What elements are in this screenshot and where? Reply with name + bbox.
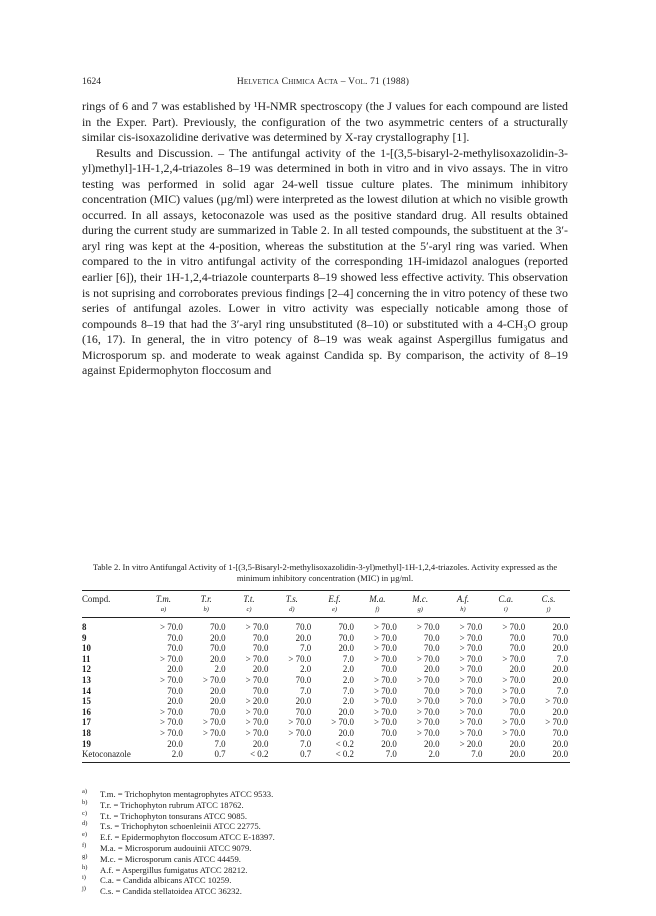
mic-value-cell: 20.0 bbox=[252, 738, 269, 749]
table-row bbox=[82, 618, 570, 633]
table-row bbox=[82, 686, 570, 697]
mic-value-cell: > 70.0 bbox=[374, 653, 397, 664]
compound-cell: 16 bbox=[82, 706, 91, 717]
mic-value-cell: > 70.0 bbox=[245, 727, 269, 738]
mic-value-cell: 70.0 bbox=[509, 643, 526, 654]
footnote-marker: g) bbox=[82, 852, 88, 860]
mic-value-cell: 20.0 bbox=[552, 622, 568, 632]
table-row bbox=[82, 654, 570, 665]
footnote-marker: e) bbox=[82, 831, 88, 839]
mic-value-cell: 70.0 bbox=[295, 622, 312, 632]
mic-value-cell: > 70.0 bbox=[374, 717, 397, 728]
mic-value-cell: 70.0 bbox=[167, 643, 183, 654]
column-header: T.t. bbox=[228, 591, 271, 606]
table-row bbox=[82, 749, 570, 762]
mic-value-cell: 2.0 bbox=[300, 664, 312, 675]
mic-value-cell: > 70.0 bbox=[160, 622, 183, 632]
column-note-marker: d) bbox=[270, 605, 313, 618]
mic-value-cell: 7.0 bbox=[556, 653, 568, 664]
footnote-marker: i) bbox=[82, 874, 86, 882]
footnote bbox=[82, 800, 568, 811]
mic-value-cell: > 70.0 bbox=[245, 674, 269, 685]
mic-value-cell: 7.0 bbox=[300, 685, 312, 696]
paragraph-results-discussion: Results and Discussion. – The antifungal activity of the 1-[(3,5-bisaryl-2-methylisoxazolidin-3-yl)methyl]-1H-1,2,4-triazoles 8–19 was determined in both in vitro and in vivo assays. The in vitro testing was performed in solid agar 24-well tissue culture plates. The minimum inhibitory concentration (MIC) values (µg/ml) were interpreted as the lowest dilution at which no visible growth occurred. In all assays, ketoconazole was used as the positive standard drug. All results obtained during the current study are summarized in Table 2. In all tested compounds, the substituent at the 3′-aryl ring was kept at the 4-position, whereas the substitution at the 5′-aryl ring was varied. When compared to the in vitro antifungal activity of the corresponding 1H-imidazol analogues (reported earlier [6]), their 1H-1,2,4-triazole counterparts 8–19 showed less effective activity. This observation is not suprising and corroborates previous findings [2–4] concerning the in vitro potency of these two series of antifungal azoles. Lower in vitro activity was especially noticable among those of compounds 8–19 that had the 3′-aryl ring unsubstituted (8–10) or substituted with a 4-CH₃O group (16, 17). In general, the in vitro potency of 8–19 was weak against Aspergillus fumigatus and Microsporum sp. and moderate to weak against Candida sp. By comparison, the activity of 8–19 against Epidermophyton floccosum and bbox=[82, 145, 568, 378]
compound-cell: 18 bbox=[82, 727, 91, 738]
column-note-marker: g) bbox=[399, 605, 442, 618]
table-row bbox=[82, 664, 570, 675]
mic-value-cell: > 70.0 bbox=[288, 727, 312, 738]
paragraph-1: rings of 6 and 7 was established by ¹H-NMR spectroscopy (the J values for each compound are listed in the Exper. Part). Previously, the configuration of the two asymmetric centers of a structurally similar cis-isoxazolidine derivative was determined by X-ray crystallography [1]. bbox=[82, 99, 568, 145]
compound-cell: 12 bbox=[82, 664, 91, 675]
mic-value-cell: > 20.0 bbox=[459, 738, 483, 749]
mic-value-cell: > 70.0 bbox=[545, 696, 568, 707]
mic-value-cell: 7.0 bbox=[556, 685, 568, 696]
footnote-text: C.s. = Candida stellatoidea ATCC 36232. bbox=[100, 886, 242, 897]
column-note-marker: i) bbox=[484, 605, 527, 618]
footnote-text: T.s. = Trichophyton schoenleinii ATCC 22775. bbox=[100, 821, 261, 832]
mic-value-cell: 20.0 bbox=[552, 643, 568, 654]
column-note-marker: e) bbox=[313, 605, 356, 618]
mic-value-cell: 70.0 bbox=[295, 674, 312, 685]
mic-value-cell: 20.0 bbox=[295, 696, 312, 707]
column-note-marker: b) bbox=[185, 605, 228, 618]
mic-value-cell: 0.7 bbox=[270, 749, 313, 762]
column-header: T.r. bbox=[185, 591, 228, 606]
mic-value-cell: > 70.0 bbox=[160, 674, 183, 685]
footnote-marker: b) bbox=[82, 798, 88, 806]
mic-value-cell: 70.0 bbox=[252, 643, 269, 654]
footnote-text: A.f. = Aspergillus fumigatus ATCC 28212. bbox=[100, 864, 248, 875]
mic-value-cell: > 70.0 bbox=[202, 674, 226, 685]
mic-value-cell: 70.0 bbox=[167, 632, 183, 643]
mic-value-cell: 20.0 bbox=[252, 664, 269, 675]
mic-value-cell: > 70.0 bbox=[459, 727, 483, 738]
mic-value-cell: > 70.0 bbox=[374, 674, 397, 685]
table-row bbox=[82, 717, 570, 728]
mic-value-cell: 70.0 bbox=[509, 706, 526, 717]
mic-value-cell: > 70.0 bbox=[416, 706, 440, 717]
column-header: T.s. bbox=[270, 591, 313, 606]
footnote-text: T.r. = Trichophyton rubrum ATCC 18762. bbox=[100, 799, 244, 810]
column-header: C.s. bbox=[527, 591, 570, 606]
mic-value-cell: > 70.0 bbox=[502, 696, 526, 707]
mic-value-cell: > 70.0 bbox=[160, 727, 183, 738]
mic-value-cell: 20.0 bbox=[552, 738, 568, 749]
mic-value-cell: 70.0 bbox=[424, 685, 440, 696]
mic-value-cell: 7.0 bbox=[300, 643, 312, 654]
mic-value-cell: > 70.0 bbox=[202, 717, 226, 728]
footnote-text: M.a. = Microsporum audouinii ATCC 9079. bbox=[100, 842, 252, 853]
mic-value-cell: 2.0 bbox=[399, 749, 442, 762]
compound-cell: 15 bbox=[82, 696, 91, 707]
footnote-text: E.f. = Epidermophyton floccosum ATCC E-18397. bbox=[100, 832, 275, 843]
column-header: T.m. bbox=[142, 591, 185, 606]
mic-value-cell: 20.0 bbox=[381, 738, 397, 749]
compound-cell: 11 bbox=[82, 653, 91, 664]
mic-value-cell: > 70.0 bbox=[374, 632, 397, 643]
footnote bbox=[82, 789, 568, 800]
mic-value-cell: > 70.0 bbox=[374, 696, 397, 707]
mic-value-cell: > 70.0 bbox=[374, 706, 397, 717]
mic-value-cell: 20.0 bbox=[167, 696, 183, 707]
mic-value-cell: 20.0 bbox=[338, 643, 354, 654]
mic-value-cell: > 70.0 bbox=[374, 643, 397, 654]
table-header-notes-row bbox=[82, 605, 570, 618]
mic-value-cell: < 0.2 bbox=[228, 749, 271, 762]
mic-value-cell: < 0.2 bbox=[335, 738, 354, 749]
mic-value-cell: > 70.0 bbox=[160, 706, 183, 717]
mic-value-cell: > 70.0 bbox=[416, 727, 440, 738]
footnote-marker: c) bbox=[82, 809, 88, 817]
mic-value-cell: 70.0 bbox=[167, 685, 183, 696]
footnote bbox=[82, 843, 568, 854]
mic-value-cell: > 70.0 bbox=[331, 717, 354, 728]
footnote bbox=[82, 832, 568, 843]
mic-value-cell: 20.0 bbox=[509, 664, 526, 675]
mic-value-cell: > 70.0 bbox=[459, 653, 483, 664]
table-row bbox=[82, 728, 570, 739]
mic-value-cell: > 70.0 bbox=[416, 674, 440, 685]
mic-value-cell: > 70.0 bbox=[374, 622, 397, 632]
column-header: A.f. bbox=[442, 591, 485, 606]
column-header: C.a. bbox=[484, 591, 527, 606]
mic-value-cell: 7.0 bbox=[342, 653, 354, 664]
footnote-marker: f) bbox=[82, 841, 87, 849]
mic-value-cell: 20.0 bbox=[552, 706, 568, 717]
mic-value-cell: 2.0 bbox=[342, 674, 354, 685]
compound-cell: 10 bbox=[82, 643, 91, 654]
mic-value-cell: 70.0 bbox=[252, 632, 269, 643]
mic-value-cell: > 70.0 bbox=[416, 717, 440, 728]
mic-value-cell: > 70.0 bbox=[459, 717, 483, 728]
mic-value-cell: > 70.0 bbox=[459, 632, 483, 643]
mic-value-cell: > 70.0 bbox=[502, 653, 526, 664]
mic-value-cell: > 70.0 bbox=[502, 717, 526, 728]
mic-value-cell: 20.0 bbox=[424, 664, 440, 675]
mic-value-cell: > 70.0 bbox=[459, 674, 483, 685]
table-caption: Table 2. In vitro Antifungal Activity of 1-[(3,5-Bisaryl-2-methylisoxazolidin-3-yl)methyl]-1H-1,2,4-triazoles. Activity expressed as the minimum inhibitory concentration (MIC) in µg/ml. bbox=[92, 562, 558, 583]
table-row bbox=[82, 696, 570, 707]
footnote bbox=[82, 811, 568, 822]
compound-cell: 14 bbox=[82, 685, 91, 696]
mic-value-cell: 7.0 bbox=[356, 749, 399, 762]
mic-value-cell: > 70.0 bbox=[459, 664, 483, 675]
mic-value-cell: 70.0 bbox=[210, 622, 226, 632]
mic-value-cell: 2.0 bbox=[214, 664, 226, 675]
mic-value-cell: 70.0 bbox=[210, 643, 226, 654]
mic-value-cell: 70.0 bbox=[295, 706, 312, 717]
footnote bbox=[82, 886, 568, 897]
mic-value-cell: 20.0 bbox=[210, 653, 226, 664]
compound-cell: 19 bbox=[82, 738, 91, 749]
running-header bbox=[82, 77, 564, 91]
table-body bbox=[82, 618, 570, 763]
mic-value-cell: > 70.0 bbox=[245, 622, 269, 632]
mic-value-cell: 2.0 bbox=[342, 696, 354, 707]
mic-value-cell: < 0.2 bbox=[313, 749, 356, 762]
mic-value-cell: > 70.0 bbox=[202, 727, 226, 738]
mic-value-cell: 70.0 bbox=[338, 632, 354, 643]
mic-value-cell: > 70.0 bbox=[416, 696, 440, 707]
mic-value-cell: 20.0 bbox=[338, 727, 354, 738]
column-note-marker: f) bbox=[356, 605, 399, 618]
mic-value-cell: 20.0 bbox=[484, 749, 527, 762]
mic-value-cell: > 70.0 bbox=[459, 696, 483, 707]
mic-value-cell: 7.0 bbox=[214, 738, 226, 749]
mic-value-cell: 20.0 bbox=[552, 664, 568, 675]
compound-cell: Ketoconazole bbox=[82, 749, 142, 762]
mic-value-cell: > 70.0 bbox=[459, 643, 483, 654]
footnote bbox=[82, 854, 568, 865]
compound-cell: 9 bbox=[82, 632, 87, 643]
footnote-text: T.m. = Trichophyton mentagrophytes ATCC 9533. bbox=[100, 789, 274, 799]
mic-value-cell: > 70.0 bbox=[245, 706, 269, 717]
mic-value-cell: 20.0 bbox=[167, 738, 183, 749]
compound-cell: 17 bbox=[82, 717, 91, 728]
footnote-marker: h) bbox=[82, 863, 88, 871]
mic-value-cell: 70.0 bbox=[210, 706, 226, 717]
mic-value-cell: 70.0 bbox=[252, 685, 269, 696]
mic-value-cell: 20.0 bbox=[527, 749, 570, 762]
body-text bbox=[82, 99, 568, 379]
footnote bbox=[82, 865, 568, 876]
mic-value-cell: > 70.0 bbox=[502, 685, 526, 696]
mic-value-cell: 70.0 bbox=[338, 622, 354, 632]
mic-value-cell: 20.0 bbox=[167, 664, 183, 675]
footnote-marker: j) bbox=[82, 885, 86, 893]
column-header: M.c. bbox=[399, 591, 442, 606]
mic-value-cell: > 70.0 bbox=[502, 674, 526, 685]
mic-value-cell: > 70.0 bbox=[416, 653, 440, 664]
compound-cell: 8 bbox=[82, 622, 87, 632]
footnote bbox=[82, 875, 568, 886]
footnote-marker: d) bbox=[82, 820, 88, 828]
column-header: M.a. bbox=[356, 591, 399, 606]
mic-value-cell: 20.0 bbox=[210, 632, 226, 643]
table-row bbox=[82, 643, 570, 654]
mic-value-cell: 70.0 bbox=[381, 727, 397, 738]
mic-value-cell: 20.0 bbox=[210, 696, 226, 707]
footnote-text: M.c. = Microsporum canis ATCC 44459. bbox=[100, 853, 241, 864]
mic-value-cell: 70.0 bbox=[552, 632, 568, 643]
mic-value-cell: 70.0 bbox=[552, 727, 568, 738]
mic-value-cell: > 70.0 bbox=[502, 727, 526, 738]
footnote-text: T.t. = Trichophyton tonsurans ATCC 9085. bbox=[100, 810, 247, 821]
mic-value-cell: 70.0 bbox=[509, 632, 526, 643]
running-title: Helvetica Chimica Acta – Vol. 71 (1988) bbox=[236, 77, 410, 87]
mic-value-cell: > 70.0 bbox=[245, 653, 269, 664]
column-note-marker: h) bbox=[442, 605, 485, 618]
mic-value-cell: > 70.0 bbox=[545, 717, 568, 728]
table-row bbox=[82, 707, 570, 718]
mic-value-cell: 70.0 bbox=[381, 664, 397, 675]
mic-value-cell: 20.0 bbox=[552, 674, 568, 685]
mic-value-cell: 20.0 bbox=[210, 685, 226, 696]
mic-value-cell: 20.0 bbox=[424, 738, 440, 749]
table-row bbox=[82, 633, 570, 644]
mic-value-cell: 70.0 bbox=[424, 632, 440, 643]
mic-value-cell: > 70.0 bbox=[459, 685, 483, 696]
column-note-marker: a) bbox=[142, 605, 185, 618]
footnote-marker: a) bbox=[82, 788, 88, 795]
column-header: E.f. bbox=[313, 591, 356, 606]
mic-value-cell: > 70.0 bbox=[502, 622, 526, 632]
column-note-marker bbox=[82, 605, 142, 618]
mic-value-cell: > 70.0 bbox=[160, 717, 183, 728]
column-note-marker: c) bbox=[228, 605, 271, 618]
mic-value-cell: > 70.0 bbox=[416, 622, 440, 632]
mic-value-cell: 20.0 bbox=[295, 632, 312, 643]
mic-value-cell: > 70.0 bbox=[459, 622, 483, 632]
mic-value-cell: > 70.0 bbox=[160, 653, 183, 664]
footnote bbox=[82, 821, 568, 832]
page-number: 1624 bbox=[82, 77, 101, 87]
table-footnotes bbox=[82, 789, 568, 897]
mic-value-cell: 7.0 bbox=[300, 738, 312, 749]
mic-value-cell: 20.0 bbox=[338, 706, 354, 717]
compound-cell: 13 bbox=[82, 674, 91, 685]
mic-table bbox=[82, 590, 570, 763]
mic-value-cell: 2.0 bbox=[342, 664, 354, 675]
mic-value-cell: 0.7 bbox=[185, 749, 228, 762]
mic-value-cell: > 20.0 bbox=[245, 696, 269, 707]
mic-value-cell: 70.0 bbox=[424, 643, 440, 654]
mic-value-cell: 20.0 bbox=[509, 738, 526, 749]
mic-value-cell: 2.0 bbox=[142, 749, 185, 762]
mic-value-cell: > 70.0 bbox=[374, 685, 397, 696]
footnote-text: C.a. = Candida albicans ATCC 10259. bbox=[100, 875, 232, 886]
mic-value-cell: > 70.0 bbox=[459, 706, 483, 717]
mic-value-cell: 7.0 bbox=[442, 749, 485, 762]
table-header-row bbox=[82, 591, 570, 606]
mic-value-cell: > 70.0 bbox=[288, 653, 312, 664]
table-row bbox=[82, 675, 570, 686]
mic-value-cell: > 70.0 bbox=[288, 717, 312, 728]
mic-value-cell: > 70.0 bbox=[245, 717, 269, 728]
column-header: Compd. bbox=[82, 591, 142, 606]
column-note-marker: j) bbox=[527, 605, 570, 618]
table-row bbox=[82, 739, 570, 750]
mic-value-cell: 7.0 bbox=[342, 685, 354, 696]
